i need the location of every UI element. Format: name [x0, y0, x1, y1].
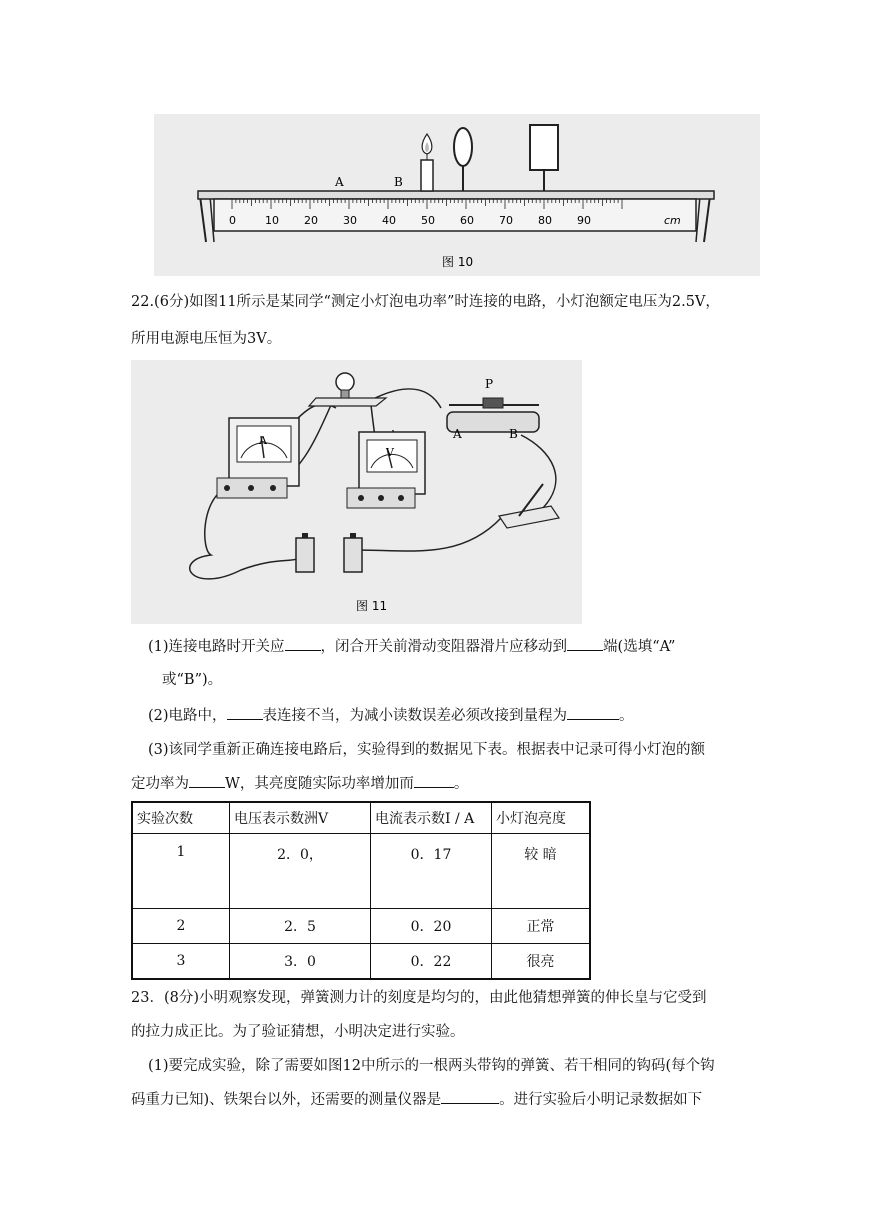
table-header: 电压表示数洲V: [230, 802, 371, 834]
answer-blank[interactable]: [567, 705, 619, 720]
figure-10: [154, 114, 760, 276]
battery-left: [296, 533, 314, 572]
q22-part3-line-2: 定功率为 W，其亮度随实际功率增加而 。: [131, 773, 468, 794]
table-row: 1 2．0， 0．17 较 暗: [132, 834, 590, 909]
ruler-unit-label: cm: [664, 214, 681, 227]
table-row: 2 2．5 0．20 正常: [132, 909, 590, 944]
q23-part1-line-2: 码重力已知)、铁架台以外，还需要的测量仪器是 。进行实验后小明记录数据如下: [131, 1089, 702, 1110]
ruler-tick-label: 90: [577, 214, 591, 227]
point-b-label: B: [394, 175, 403, 189]
optical-bench-diagram: [154, 114, 760, 276]
q22-part3-line-1: (3)该同学重新正确连接电路后，实验得到的数据见下表。根据表中记录可得小灯泡的额: [148, 742, 706, 758]
table-header-row: [132, 802, 590, 834]
ruler-tick-label: 10: [265, 214, 279, 227]
q22-part1-line-1: (1)连接电路时开关应 ，闭合开关前滑动变阻器滑片应移动到 端(选填“A”: [148, 636, 675, 657]
q22-part2: (2)电路中， 表连接不当，为减小读数误差必须改接到量程为 。: [148, 705, 634, 726]
table-header: 小灯泡亮度: [492, 802, 591, 834]
figure-11-caption: 图 11: [356, 599, 388, 613]
ruler-tick-label: 50: [421, 214, 435, 227]
light-screen: [530, 125, 558, 191]
answer-blank[interactable]: [567, 636, 603, 651]
convex-lens: [454, 128, 472, 191]
q22-part1-line-2: 或“B”)。: [162, 672, 223, 688]
switch: [499, 484, 559, 528]
figure-10-caption: 图 10: [442, 255, 474, 269]
answer-blank[interactable]: [227, 705, 263, 720]
terminal-b-label: B: [509, 427, 518, 441]
q23-part1-line-1: (1)要完成实验，除了需要如图12中所示的一根两头带钩的弹簧、若干相同的钩码(每个钩: [148, 1058, 715, 1074]
ruler-tick-label: 20: [304, 214, 318, 227]
figure-11: [131, 360, 582, 624]
answer-blank[interactable]: [285, 636, 321, 651]
candle: [421, 134, 433, 191]
ruler-tick-label: 80: [538, 214, 552, 227]
voltmeter-label: V: [386, 446, 394, 459]
table-row: 3 3．0 0．22 很亮: [132, 944, 590, 980]
q23-line-1: 23．(8分)小明观察发现，弹簧测力计的刻度是均匀的，由此他猜想弹簧的伸长皇与它受到: [131, 990, 707, 1006]
battery-right: [344, 533, 362, 572]
answer-blank[interactable]: [189, 773, 225, 788]
table-header: 电流表示数I / A: [371, 802, 492, 834]
ruler-tick-label: 60: [460, 214, 474, 227]
ruler-tick-label: 40: [382, 214, 396, 227]
circuit-diagram: [131, 360, 582, 624]
q22-line-1: 22.(6分)如图11所示是某同学“测定小灯泡电功率”时连接的电路，小灯泡额定电压为2.5V，: [131, 294, 720, 310]
table-header: 实验次数: [132, 802, 230, 834]
ruler-tick-label: 70: [499, 214, 513, 227]
ruler-tick-label: 0: [229, 214, 236, 227]
terminal-a-label: A: [453, 427, 462, 441]
answer-blank[interactable]: [414, 773, 454, 788]
ammeter: [217, 418, 299, 498]
rheostat: [447, 377, 539, 441]
ammeter-label: A: [259, 434, 267, 447]
slider-p-label: P: [485, 377, 494, 391]
q22-line-2: 所用电源电压恒为3V。: [131, 331, 282, 347]
data-table: [131, 801, 591, 980]
voltmeter: [347, 432, 425, 508]
q23-line-2: 的拉力成正比。为了验证猜想，小明决定进行实验。: [131, 1024, 465, 1040]
ruler-tick-label: 30: [343, 214, 357, 227]
bulb: [309, 373, 386, 406]
answer-blank[interactable]: [441, 1089, 499, 1104]
point-a-label: A: [335, 175, 344, 189]
